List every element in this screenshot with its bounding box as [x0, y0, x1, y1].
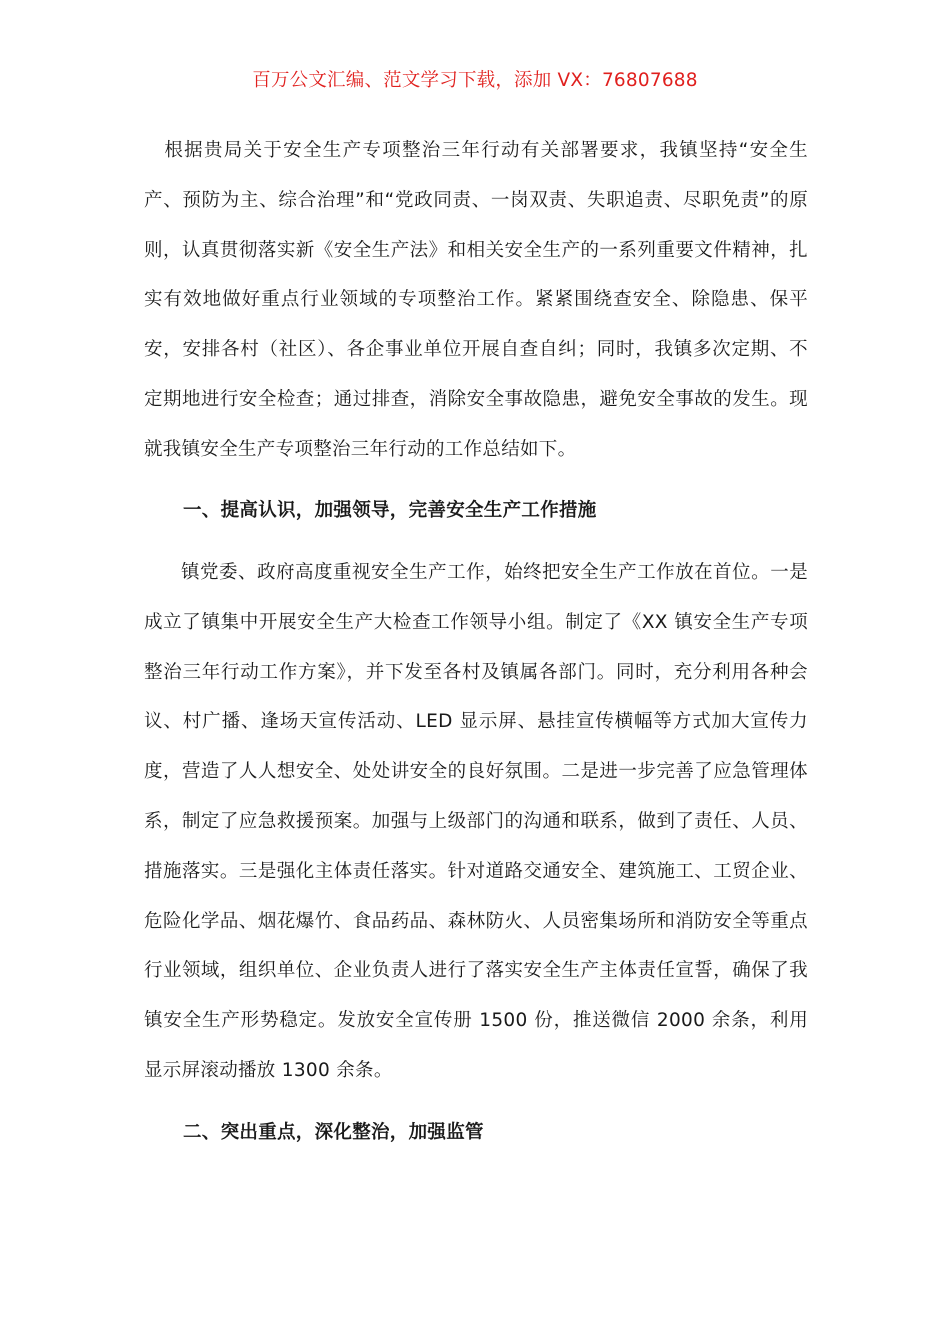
intro-paragraph-block [144, 126, 808, 475]
section-1-heading: 一、提高认识，加强领导，完善安全生产工作措施 [183, 500, 597, 521]
section-1-paragraph-block [144, 548, 808, 1096]
section-2-heading: 二、突出重点，深化整治，加强监管 [183, 1122, 484, 1143]
intro-paragraph: 根据贵局关于安全生产专项整治三年行动有关部署要求，我镇坚持“安全生产、预防为主、综合治理”和“党政同责、一岗双责、失职追责、尽职免责”的原则，认真贯彻落实新《安全生产法》和相关安全生产的一系列重要文件精神，扎实有效地做好重点行业领域的专项整治工作。紧紧围绕查安全、除隐患、保平安，安排各村（社区）、各企事业单位开展自查自纠；同时，我镇多次定期、不定期地进行安全检查；通过排查，消除安全事故隐患，避免安全事故的发生。现就我镇安全生产专项整治三年行动的工作总结如下。 [144, 140, 808, 460]
promo-header-text: 百万公文汇编、范文学习下载，添加 VX：76807688 [252, 70, 698, 91]
section-1-paragraph: 镇党委、政府高度重视安全生产工作，始终把安全生产工作放在首位。一是成立了镇集中开展安全生产大检查工作领导小组。制定了《XX 镇安全生产专项整治三年行动工作方案》，并下发至各村及镇属各部门。同时，充分利用各种会议、村广播、逢场天宣传活动、LED 显示屏、悬挂宣传横幅等方式加大宣传力度，营造了人人想安全、处处讲安全的良好氛围。二是进一步完善了应急管理体系，制定了应急救援预案。加强与上级部门的沟通和联系，做到了责任、人员、措施落实。三是强化主体责任落实。针对道路交通安全、建筑施工、工贸企业、危险化学品、烟花爆竹、食品药品、森林防火、人员密集场所和消防安全等重点行业领域，组织单位、企业负责人进行了落实安全生产主体责任宣誓，确保了我镇安全生产形势稳定。发放安全宣传册 1500 份，推送微信 2000 余条，利用显示屏滚动播放 1300 余条。 [144, 562, 808, 1081]
